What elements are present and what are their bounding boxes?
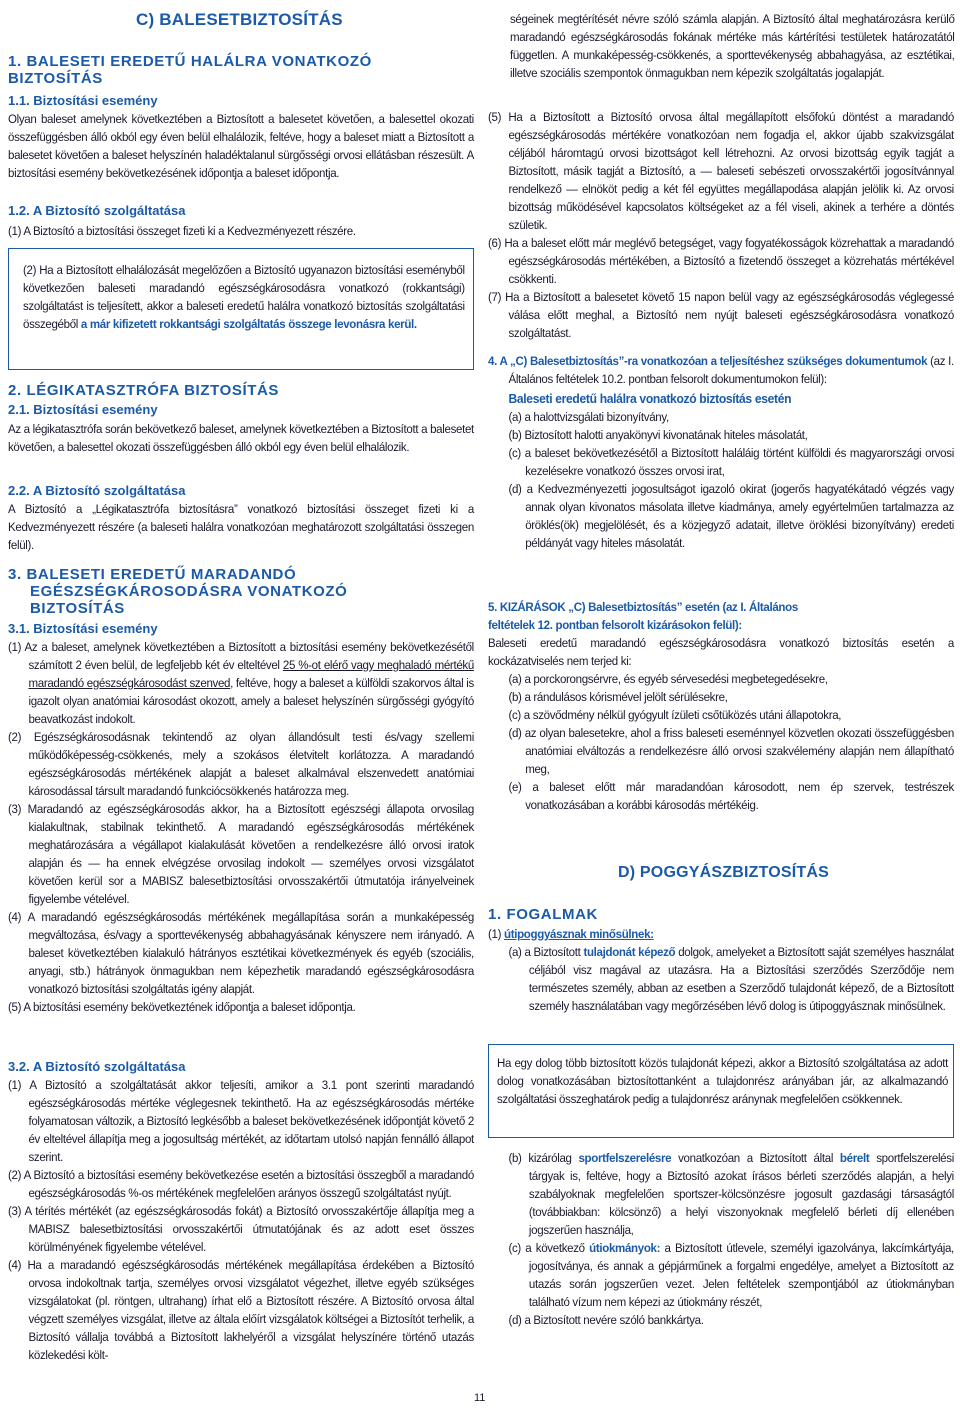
heading-3 <box>8 566 347 617</box>
para-1-2-1: (1) A Biztosító a biztosítási összeget fizeti ki a Kedvezményezett részére. <box>8 224 356 238</box>
d-item-a <box>508 943 953 1015</box>
heading-4-part-c: (az I. Általános feltételek 10.2. pontban felsorolt dokumentumokon felül): <box>508 354 954 386</box>
list-item: (c) a baleset bekövetkezésétől a Biztosított haláláig történt külföldi és magyarországi orvosi kezelésekre vonatkozó összes orvosi irat, <box>508 446 954 478</box>
heading-4 <box>488 352 954 388</box>
para-3-1-1-b: , feltéve, hogy a baleset a külföldi szakorvos által is igazolt olyan anatómiai károsodást okozott, amely a baleset helyszínén sürgősségi gyógyító beavatkozást indokolt. <box>28 676 474 726</box>
notice-box-d <box>488 1044 954 1138</box>
d-item-b-3: sportfelszerelési tárgyak is, feltéve, hogy a Biztosító azokat írásos bérleti szerződés alapján, a helyi szabályoknak megfelelően sportszer-kölcsönzésre jogosult gazdasági társaságtól (továbbiakban: kölcsönző) a helyi viszonyoknak megfelelő bérleti díj ellenében jogszerűen használja, <box>528 1151 954 1237</box>
para-3-2-5: (5) Ha a Biztosított a Biztosító orvosa által megállapított elsőfokú döntést a maradandó egészségkárosodás mértékére vonatkozóan nem fogadja el, akkor újabb szakvizsgálat céljából háromtagú orvosi bizottságot kell létrehozni. Az orvosi bizottság egyik tagját a Biztosított, másik tagját a Biztosító, a — baleseti sebészeti orvosszakértői jogosítvánnyal rendelkező — elnököt pedig a két fél együttes megállapodása alapján jelölik ki. Az orvosi bizottság működésével kapcsolatos költségeket az a fél viseli, akinek a terhére a döntés születik. <box>488 110 954 232</box>
list-item: (c) a szövődmény nélkül gyógyult ízületi csőtüközés utáni állapotokra, <box>508 708 842 722</box>
para-3-2-1: (1) A Biztosító a szolgáltatását akkor teljesíti, amikor a 3.1 pont szerinti maradandó egészségkárosodás mértéke véglegesnek tekinthető. Ha az egészségkárosodás mértéke folyamatosan változik, a Biztosító legkésőbb a baleset bekövetkezésének időpontját követő 2 év elteltével állapítja meg a jogosultság mértékét, az időtartam utolsó napján fennálló állapot szerint. <box>8 1078 474 1164</box>
para-3-1-4: (4) A maradandó egészségkárosodás mértékének megállapítása során a munkaképesség megváltozása, és/vagy a sporttevékenység abbahagyásának kényszere nem irányadó. A baleset következtében kialakuló hátrányos esztétikai következmények és egyéb (szociális, anyagi, stb.) hátrányok önmagukban nem képezhetik maradandó egészségkárosodásra vonatkozó biztosítási szolgáltatás igény alapját. <box>8 910 474 996</box>
d-item-b-bold1: sportfelszerelésre <box>578 1151 672 1165</box>
heading-3-line1: 3. BALESETI EREDETŰ MARADANDÓ <box>8 566 297 583</box>
exclusions-list <box>488 670 954 814</box>
section-d-title: D) POGGYÁSZBIZTOSÍTÁS <box>618 864 830 881</box>
d-item-c <box>508 1239 953 1311</box>
d-item-c-1: (c) a következő <box>508 1241 590 1255</box>
para-3-1-3: (3) Maradandó az egészségkárosodás akkor, ha a Biztosított egészségi állapota orvosilag kialakultnak, stabilnak tekinthető. A maradandó egészségkárosodás mértékének meghatározására a végállapot kialakulását követően a rendelkezésre álló orvosi iratok alapján és — ha ennek elvégzése orvosilag indokolt — személyes orvosi vizsgálatot követően kerül sor a MABISZ balesetbiztosítási orvosszakértői útmutatója irányelveinek figyelembe vételével. <box>8 802 474 906</box>
notice-box-d-text: Ha egy dolog több biztosított közös tulajdonát képezi, akkor a Biztosító szolgáltatása az adott dolog vonatkozásában biztosítottanként a tulajdonrész arányában jár, az alkalmazandó szolgáltatási összeghatárok pedig a tulajdonrész aránynak megfelelően csökkennek. <box>497 1056 949 1106</box>
heading-3-line2: EGÉSZSÉGKÁROSODÁSRA VONATKOZÓ <box>30 583 348 600</box>
list-item: (d) az olyan balesetekre, ahol a friss baleseti eseménnyel közvetlen okozati összefüggésben anatómiai elváltozás a rendelkezésre álló orvosi szakvélemény alapján nem állapítható meg, <box>508 726 954 776</box>
d-item-b-2: vonatkozóan a Biztosított által <box>671 1151 840 1165</box>
d-item-a-2: dolgok, amelyeket a Biztosított saját személyes használat céljából visz magával az utazásra. Ha a Biztosítási szerződés Szerződője nem természetes személy, abban az esetben a Szerződő tulajdonát képező, de a Biztosított személy használatában vagy megőrzésében lévő dolog is útipoggyásznak minősülnek. <box>528 945 954 1013</box>
d-item-d: (d) a Biztosított nevére szóló bankkártya. <box>508 1313 704 1327</box>
para-3-2-2: (2) A Biztosító a biztosítási esemény bekövetkezése esetén a biztosítási összegből a maradandó egészségkárosodás %-os mértékének megfelelően arányos összegű szolgáltatást nyújt. <box>8 1168 474 1200</box>
section-3-2-continued <box>488 108 954 342</box>
list-item: (e) a baleset előtt már maradandóan károsodott, nem ép szervek, testrészek vonatkozásában a korábbi károsodás mértékéig. <box>508 780 954 812</box>
para-5-intro: Baleseti eredetű maradandó egészségkárosodásra vonatkozó biztosítás esetén a kockázatviselés nem terjed ki: <box>488 636 954 668</box>
notice-box-1-2 <box>8 248 474 370</box>
section-4 <box>488 352 954 552</box>
para-3-1-1-a: (1) Az a baleset, amelynek következtében a Biztosított a biztosítási esemény bekövetkezésétől számított 2 éven belül, de legfeljebb két év elteltével <box>8 640 474 672</box>
d-item-b-1: (b) kizárólag <box>508 1151 579 1165</box>
section-c-title: C) BALESETBIZTOSÍTÁS <box>136 10 343 29</box>
notice-box-text <box>23 261 465 333</box>
section-d-1-body <box>488 925 954 1015</box>
section-3-2-body <box>8 1076 474 1364</box>
para-1-1: Olyan baleset amelynek következtében a Biztosított a balesetet követően, a balesettel okozati összefüggésben álló okból egy éven belül elhalálozik, feltéve, hogy a baleset miatt a Biztosított a balesetet követően a baleset helyszínén haladéktalanul sürgősségi orvosi ellátásban részesült. A biztosítási esemény bekövetkezésének időpontja a baleset időpontja. <box>8 112 474 180</box>
d-item-c-2: a Biztosított útlevele, személyi igazolványa, lakcímkártyája, jogosítványa, és annak a gépjárműnek a forgalmi engedélye, amelyet a Biztosított az utazás során jogszerűen vezet. Jelen feltételek szempontjából az útiokmányban található vízum nem képezi az útiokmány részét, <box>528 1241 954 1309</box>
heading-1-line1: 1. BALESETI EREDETŰ HALÁLRA VONATKOZÓ <box>8 53 372 70</box>
heading-4-part-a: 4. A „C) Balesetbiztosítás”-ra vonatkozóan a teljesítéshez szükséges <box>488 354 843 368</box>
heading-3-line3: BIZTOSÍTÁS <box>30 600 125 617</box>
heading-d-1: 1. FOGALMAK <box>488 906 598 923</box>
d-1-intro <box>488 925 954 943</box>
para-3-2-4: (4) Ha a maradandó egészségkárosodás mértékének megállapítása érdekében a Biztosító orvosa indokoltnak tartja, személyes orvosi vizsgálatot végezhet, illetve egyéb szükséges vizsgálatokat (pl. röntgen, ultrahang) írhat elő a Biztosított részére. A Biztosító orvosa által végzett személyes vizsgálat, illetve az általa előírt vizsgálatok költségei a Biztosítót terhelik, a Biztosító vállalja továbbá a Biztosított lakhelyéről a vizsgálat helyszínére történő utazás közlekedési költ- <box>8 1258 474 1362</box>
heading-2: 2. LÉGIKATASZTRÓFA BIZTOSÍTÁS <box>8 382 280 399</box>
d-item-c-bold: útiokmányok: <box>589 1241 661 1255</box>
heading-3-1: 3.1. Biztosítási esemény <box>8 621 158 636</box>
heading-3-2: 3.2. A Biztosító szolgáltatása <box>8 1059 186 1074</box>
notice-text-normal: (2) Ha a Biztosított elhalálozását megelőzően a Biztosító ugyanazon biztosítási eseményből következően baleseti maradandó egészségkárosodásra vonatkozó (rokkantsági) szolgáltatást is teljesített, akkor a baleseti eredetű halálra vonatkozó biztosítás szolgáltatási összegéből <box>23 263 465 331</box>
heading-4-part-b: dokumentumok <box>845 354 928 368</box>
para-3-1-1 <box>8 638 474 728</box>
notice-text-bold: a már kifizetett rokkantsági szolgáltatás összege levonásra kerül. <box>80 317 417 331</box>
heading-5-line1: 5. KIZÁRÁSOK „C) Balesetbiztosítás” esetén (az I. Általános <box>488 600 798 614</box>
d-item-a-bold: tulajdonát képező <box>583 945 676 959</box>
section-3-1-body <box>8 638 474 1016</box>
heading-2-2: 2.2. A Biztosító szolgáltatása <box>8 483 186 498</box>
para-3-2-3: (3) A térítés mértékét (az egészségkárosodás fokát) a Biztosító orvosszakértője állapítja meg a MABISZ balesetbiztosítási orvosszakértői útmutatójának és az adott eset összes körülményének figyelembe vételével. <box>8 1204 474 1254</box>
heading-1-1: 1.1. Biztosítási esemény <box>8 93 158 108</box>
d-1-label: (1) <box>488 927 504 941</box>
heading-5-line2: feltételek 12. pontban felsorolt kizárásokon felül): <box>488 618 742 632</box>
documents-list <box>488 408 954 552</box>
section-d-1-body-2 <box>488 1149 954 1329</box>
heading-1 <box>8 53 372 87</box>
list-item: (b) Biztosított halotti anyakönyvi kivonatának hiteles másolatát, <box>508 428 808 442</box>
heading-4-sub: Baleseti eredetű halálra vonatkozó biztosítás esetén <box>508 391 792 406</box>
para-3-1-5: (5) A biztosítási esemény bekövetkeztének időpontja a baleset időpontja. <box>8 1000 356 1014</box>
para-2-1: Az a légikatasztrófa során bekövetkező baleset, amelynek következtében a Biztosított a balesetet követően, a balesettel okozati összefüggésben álló okból egy éven belül elhalálozik. <box>8 422 474 454</box>
section-5 <box>488 598 954 814</box>
para-3-1-1-underlined: 25 %-ot elérő vagy meghaladó mértékű maradandó egészségkárosodást szenved <box>28 658 474 690</box>
list-item: (a) a halottvizsgálati bizonyítvány, <box>508 410 669 424</box>
list-item: (a) a porckorongsérvre, és egyéb sérvesedési megbetegedésekre, <box>508 672 828 686</box>
list-item: (b) a rándulásos kórismével jelölt sérülésekre, <box>508 690 728 704</box>
page-number: 11 <box>474 1392 486 1404</box>
para-3-2-7: (7) Ha a Biztosított a balesetet követő 15 napon belül vagy az egészségkárosodás véglegessé válása előtt meghal, a Biztosító nem nyújt baleseti egészségkárosodásra vonatkozó szolgáltatást. <box>488 290 954 340</box>
heading-5 <box>488 598 954 634</box>
d-1-bold: útipoggyásznak minősülnek: <box>503 927 654 941</box>
para-3-2-6: (6) Ha a baleset előtt már meglévő betegséget, vagy fogyatékosságok közrehattak a maradandó egészségkárosodás mértékében, a Biztosító a fizetendő összeget a közrehatás mértékével csökkenti. <box>488 236 954 286</box>
heading-1-2: 1.2. A Biztosító szolgáltatása <box>8 203 186 218</box>
list-item: (d) a Kedvezményezetti jogosultságot igazoló okirat (jogerős hagyatékátadó végzés vagy annak olyan kivonatos másolata illetve kiadmánya, amely egyértelműen tartalmazza az öröklés(ök) megjelölését, és a közjegyző adatait, illetve öröklési bizonyítvány) eredeti példányát vagy hiteles másolatát. <box>508 482 954 550</box>
d-item-b-bold2: bérelt <box>839 1151 870 1165</box>
para-2-2: A Biztosító a „Légikatasztrófa biztosításra” vonatkozó biztosítási összeget fizeti ki a Kedvezményezett részére (a baleseti halálra vonatkozóan meghatározott szolgáltatási összegen felül). <box>8 502 474 552</box>
para-3-1-2: (2) Egészségkárosodásnak tekintendő az olyan állandósult testi és/vagy szellemi működőképesség-csökkenés, mely a szokásos életvitelt korlátozza. A maradandó egészségkárosodás mértékének alapját a baleset alkalmával elszenvedett anatómiai károsodással társult maradandó funkciócsökkenés határozza meg. <box>8 730 474 798</box>
heading-1-line2: BIZTOSÍTÁS <box>8 70 103 87</box>
para-right-top: ségeinek megtérítését névre szóló számla alapján. A Biztosító által meghatározásra kerülő maradandó egészségkárosodás fokának mértéke más kártérítési testületek határozatától független. A munkaképesség-csökkenés, a sporttevékenység abbahagyása, az esztétikai, illetve szociális szempontok önmagukban nem képezik szolgáltatás jogalapját. <box>510 12 955 80</box>
heading-2-1: 2.1. Biztosítási esemény <box>8 402 158 417</box>
d-item-b <box>508 1149 953 1239</box>
d-item-a-1: (a) a Biztosított <box>508 945 584 959</box>
